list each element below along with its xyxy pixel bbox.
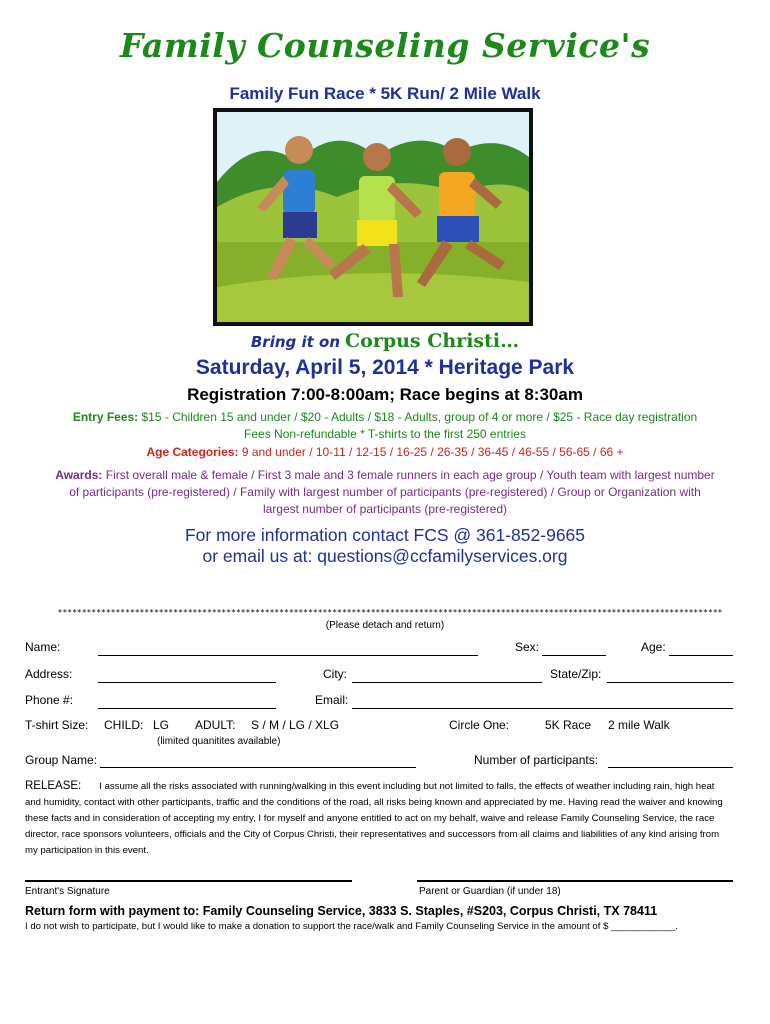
group-name-label: Group Name:	[25, 753, 98, 767]
fees-text: $15 - Children 15 and under / $20 - Adults / $18 - Adults, group of 4 or more / $25 - Race day registration	[138, 410, 698, 424]
fees-label: Entry Fees:	[72, 410, 139, 424]
detach-note: (Please detach and return)	[325, 620, 445, 631]
city-label: City:	[323, 667, 347, 681]
phone-label: Phone #:	[25, 693, 74, 707]
detach-stars: ******************************************************************************************************************************************	[57, 608, 723, 617]
return-instructions: Return form with payment to: Family Counseling Service, 3833 S. Staples, #S203, Corpus Christi, TX 78411	[25, 904, 658, 918]
age-categories	[0, 445, 770, 459]
circle-one-label: Circle One:	[449, 718, 510, 732]
donation-note: I do not wish to participate, but I would like to make a donation to support the race/walk and Family Counseling Service in the amount of $ ____________.	[25, 921, 678, 932]
runners-illustration	[213, 108, 533, 326]
event-date: Saturday, April 5, 2014 * Heritage Park	[195, 356, 575, 379]
adult-label: ADULT:	[195, 718, 236, 732]
contact-info	[0, 525, 770, 567]
awards-label: Awards:	[55, 468, 103, 482]
limited-note: (limited quanitites available)	[157, 736, 281, 747]
guardian-signature-line[interactable]	[417, 880, 733, 882]
city-field[interactable]	[352, 682, 542, 683]
child-size-option[interactable]: LG	[153, 718, 170, 732]
release-label: RELEASE:	[25, 780, 82, 792]
adult-size-options[interactable]: S / M / LG / XLG	[251, 718, 340, 732]
fees-line2: Fees Non-refundable * T-shirts to the first 250 entries	[244, 427, 526, 441]
participants-field[interactable]	[608, 767, 733, 768]
email-label: Email:	[315, 693, 349, 707]
address-label: Address:	[25, 667, 73, 681]
release-waiver	[25, 778, 725, 859]
state-zip-label: State/Zip:	[550, 667, 602, 681]
phone-field[interactable]	[98, 708, 276, 709]
entry-fees	[30, 409, 740, 443]
5k-race-option[interactable]: 5K Race	[545, 718, 592, 732]
child-label: CHILD:	[104, 718, 144, 732]
guardian-signature-label: Parent or Guardian (if under 18)	[419, 886, 561, 897]
tshirt-label: T-shirt Size:	[25, 718, 89, 732]
tagline-part1: Bring it on	[250, 333, 341, 351]
release-text: I assume all the risks associated with running/walking in this event including but not limited to falls, the effects of weather including rain, high heat and humidity, contact with other participants, traffic and the conditions of the road, all risks being known and appreciated by me. Having read the waiver and knowing these facts and in consideration of accepting my entry, I for myself and anyone entitled to act on my behalf, waive and release Family Counseling Service, the race director, race sponsors volunteers, officials and the City of Corpus Christi, their representatives and successors from all claims and liabilities of any kind arising from my participation in this event.	[25, 781, 723, 856]
sex-label: Sex:	[515, 640, 540, 654]
state-zip-field[interactable]	[607, 682, 733, 683]
awards-text: First overall male & female / First 3 male and 3 female runners in each age group / Youth team with largest number of participants (pre-registered) / Family with largest number of participants (pre-registered) / Group or Organization with largest number of participants (pre-registered)	[69, 468, 715, 516]
address-field[interactable]	[98, 682, 276, 683]
contact-email: or email us at: questions@ccfamilyservices.org	[202, 546, 568, 566]
org-title: Family Counseling Service's	[119, 26, 651, 65]
name-field[interactable]	[98, 655, 478, 656]
registration-time: Registration 7:00-8:00am; Race begins at 8:30am	[187, 385, 583, 404]
event-subtitle: Family Fun Race * 5K Run/ 2 Mile Walk	[229, 84, 541, 103]
name-label: Name:	[25, 640, 61, 654]
2-mile-walk-option[interactable]: 2 mile Walk	[608, 718, 670, 732]
ages-text: 9 and under / 10-11 / 12-15 / 16-25 / 26-35 / 36-45 / 46-55 / 56-65 / 66 +	[238, 445, 624, 459]
participants-label: Number of participants:	[474, 753, 599, 767]
group-name-field[interactable]	[100, 767, 416, 768]
tagline-part2: Corpus Christi…	[345, 330, 520, 352]
age-field[interactable]	[669, 655, 733, 656]
tagline	[0, 330, 770, 352]
ages-label: Age Categories:	[146, 445, 239, 459]
age-label: Age:	[641, 640, 666, 654]
entrant-signature-line[interactable]	[25, 880, 352, 882]
runners-image	[217, 112, 529, 322]
entrant-signature-label: Entrant's Signature	[25, 886, 110, 897]
email-field[interactable]	[352, 708, 733, 709]
sex-field[interactable]	[542, 655, 606, 656]
awards	[55, 467, 715, 518]
contact-phone: For more information contact FCS @ 361-852-9665	[184, 525, 586, 545]
